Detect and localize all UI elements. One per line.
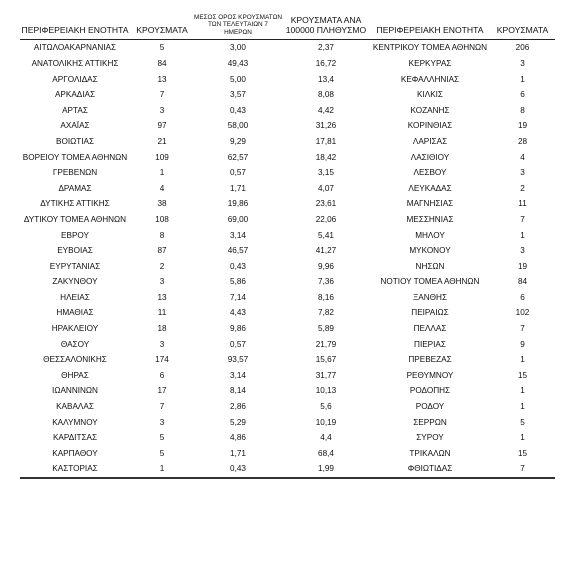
region2-cell: ΛΕΥΚΑΔΑΣ xyxy=(408,183,452,193)
per100k-cell: 1,99 xyxy=(282,461,370,478)
region-cell: ΑΡΓΟΛΙΔΑΣ xyxy=(52,74,98,84)
table-header xyxy=(20,14,555,40)
region2-cell: ΜΑΓΝΗΣΙΑΣ xyxy=(406,199,454,209)
region2-cell: ΚΟΖΑΝΗΣ xyxy=(410,105,450,115)
region2-cell: ΛΑΣΙΘΙΟΥ xyxy=(410,152,450,162)
table-row xyxy=(20,446,555,462)
cases-cell: 38 xyxy=(157,199,167,209)
per100k-cell: 5,89 xyxy=(318,324,334,334)
cases-cell: 87 xyxy=(157,246,167,256)
avg7-cell: 58,00 xyxy=(227,121,249,131)
avg7-cell: 3,14 xyxy=(230,370,246,380)
table-row xyxy=(20,383,555,399)
cases2-cell: 3 xyxy=(520,58,525,68)
cases-cell: 17 xyxy=(157,386,167,396)
avg7-cell: 0,43 xyxy=(194,461,282,478)
cases-cell: 3 xyxy=(159,277,165,287)
avg7-cell: 46,57 xyxy=(227,246,249,256)
avg7-cell: 3,14 xyxy=(230,230,246,240)
per100k-cell: 17,81 xyxy=(315,136,337,146)
cases-cell: 84 xyxy=(157,58,167,68)
cases-table xyxy=(20,14,555,479)
region2-cell: ΠΕΙΡΑΙΩΣ xyxy=(411,308,449,318)
cases2-cell: 7 xyxy=(520,324,525,334)
cases2-cell: 1 xyxy=(520,386,525,396)
avg7-cell: 9,29 xyxy=(230,136,246,146)
region2-cell: ΤΡΙΚΑΛΩΝ xyxy=(409,448,451,458)
avg7-cell: 1,71 xyxy=(230,448,246,458)
table-row xyxy=(20,196,555,212)
table-row xyxy=(20,243,555,259)
cases2-cell: 9 xyxy=(520,339,525,349)
cases-cell: 18 xyxy=(157,324,167,334)
region2-cell: ΣΥΡΟΥ xyxy=(416,433,444,443)
per100k-cell: 4,4 xyxy=(320,433,332,443)
table-row xyxy=(20,87,555,103)
per100k-cell: 18,42 xyxy=(315,152,337,162)
avg7-cell: 93,57 xyxy=(227,355,249,365)
avg7-cell: 0,43 xyxy=(230,105,246,115)
table-row xyxy=(20,321,555,337)
table-row xyxy=(20,414,555,430)
region-cell: ΘΕΣΣΑΛΟΝΙΚΗΣ xyxy=(43,355,107,365)
region2-cell: ΠΙΕΡΙΑΣ xyxy=(414,339,446,349)
cases2-cell: 4 xyxy=(520,152,525,162)
cases-cell: 6 xyxy=(159,370,165,380)
table-row xyxy=(20,227,555,243)
region-cell: ΑΡΤΑΣ xyxy=(62,105,88,115)
per100k-cell: 2,37 xyxy=(318,43,334,53)
avg7-cell: 3,57 xyxy=(230,90,246,100)
header-per100k: ΚΡΟΥΣΜΑΤΑ ΑΝΑ 100000 ΠΛΗΘΥΣΜΟ xyxy=(282,14,370,40)
per100k-cell: 7,82 xyxy=(318,308,334,318)
per100k-cell: 13,4 xyxy=(318,74,334,84)
avg7-cell: 19,86 xyxy=(227,199,249,209)
region-cell: ΒΟΡΕΙΟΥ ΤΟΜΕΑ ΑΘΗΝΩΝ xyxy=(22,152,128,162)
cases2-cell: 2 xyxy=(520,183,525,193)
region2-cell: ΠΡΕΒΕΖΑΣ xyxy=(408,355,452,365)
cases2-cell: 84 xyxy=(517,277,528,287)
per100k-cell: 10,13 xyxy=(315,386,337,396)
cases2-cell: 1 xyxy=(520,402,525,412)
per100k-cell: 23,61 xyxy=(315,199,337,209)
per100k-cell: 3,15 xyxy=(318,168,334,178)
table-row xyxy=(20,165,555,181)
per100k-cell: 22,06 xyxy=(315,214,337,224)
region-cell: ΚΑΣΤΟΡΙΑΣ xyxy=(20,461,130,478)
region-cell: ΑΡΚΑΔΙΑΣ xyxy=(54,90,96,100)
region2-cell: ΡΟΔΟΥ xyxy=(415,402,445,412)
avg7-cell: 1,71 xyxy=(230,183,246,193)
per100k-cell: 5,41 xyxy=(318,230,334,240)
cases2-cell: 19 xyxy=(517,121,528,131)
region-cell: ΚΑΡΔΙΤΣΑΣ xyxy=(52,433,98,443)
cases2-cell: 8 xyxy=(520,105,525,115)
cases-cell: 108 xyxy=(155,214,169,224)
region-cell: ΒΟΙΩΤΙΑΣ xyxy=(55,136,95,146)
cases-cell: 109 xyxy=(155,152,169,162)
region-cell: ΘΑΣΟΥ xyxy=(60,339,90,349)
cases-cell: 1 xyxy=(159,168,165,178)
region-cell: ΗΜΑΘΙΑΣ xyxy=(56,308,94,318)
cases-cell: 3 xyxy=(159,417,165,427)
cases-cell: 5 xyxy=(159,433,165,443)
region2-cell: ΠΕΛΛΑΣ xyxy=(413,324,447,334)
region-cell: ΕΒΡΟΥ xyxy=(61,230,89,240)
cases-cell: 5 xyxy=(159,448,165,458)
cases-cell: 13 xyxy=(157,74,167,84)
region-cell: ΚΑΡΠΑΘΟΥ xyxy=(52,448,98,458)
region-cell: ΔΥΤΙΚΗΣ ΑΤΤΙΚΗΣ xyxy=(40,199,110,209)
table-row xyxy=(20,102,555,118)
cases-cell: 8 xyxy=(159,230,165,240)
header-cases: ΚΡΟΥΣΜΑΤΑ xyxy=(130,14,194,40)
per100k-cell: 7,36 xyxy=(318,277,334,287)
table-row xyxy=(20,399,555,415)
cases2-cell: 5 xyxy=(520,417,525,427)
per100k-cell: 10,19 xyxy=(315,417,337,427)
header-region-2: ΠΕΡΙΦΕΡΕΙΑΚΗ ΕΝΟΤΗΤΑ xyxy=(370,14,490,40)
table-row xyxy=(20,258,555,274)
cases-cell: 3 xyxy=(159,339,165,349)
table-row xyxy=(20,134,555,150)
region2-cell: ΚΟΡΙΝΘΙΑΣ xyxy=(407,121,453,131)
header-cases-2: ΚΡΟΥΣΜΑΤΑ xyxy=(490,14,555,40)
avg7-cell: 69,00 xyxy=(227,214,249,224)
table-row xyxy=(20,149,555,165)
per100k-cell: 9,96 xyxy=(318,261,334,271)
cases-cell: 7 xyxy=(159,90,165,100)
cases2-cell: 6 xyxy=(520,90,525,100)
region-cell: ΔΥΤΙΚΟΥ ΤΟΜΕΑ ΑΘΗΝΩΝ xyxy=(23,214,127,224)
avg7-cell: 2,86 xyxy=(230,402,246,412)
header-avg7: ΜΕΣΟΣ ΟΡΟΣ ΚΡΟΥΣΜΑΤΩΝ ΤΩΝ ΤΕΛΕΥΤΑΙΩΝ 7 ΗΜΕΡΩΝ xyxy=(194,14,282,40)
avg7-cell: 9,86 xyxy=(230,324,246,334)
table-row xyxy=(20,352,555,368)
cases2-cell: 28 xyxy=(517,136,528,146)
region2-cell: ΜΗΛΟΥ xyxy=(415,230,445,240)
per100k-cell: 68,4 xyxy=(318,448,334,458)
cases2-cell: 1 xyxy=(520,230,525,240)
region2-cell: ΦΘΙΩΤΙΔΑΣ xyxy=(370,461,490,478)
region-cell: ΑΝΑΤΟΛΙΚΗΣ ΑΤΤΙΚΗΣ xyxy=(31,58,119,68)
cases-cell: 5 xyxy=(159,43,165,53)
region2-cell: ΜΥΚΟΝΟΥ xyxy=(409,246,451,256)
cases-cell: 13 xyxy=(157,292,167,302)
cases-cell: 2 xyxy=(159,261,165,271)
per100k-cell: 5,6 xyxy=(320,402,332,412)
avg7-cell: 0,43 xyxy=(230,261,246,271)
table-row xyxy=(20,305,555,321)
avg7-cell: 0,57 xyxy=(230,168,246,178)
cases2-cell: 7 xyxy=(490,461,555,478)
region2-cell: ΚΕΦΑΛΛΗΝΙΑΣ xyxy=(400,74,460,84)
region-cell: ΕΥΡΥΤΑΝΙΑΣ xyxy=(49,261,101,271)
per100k-cell: 4,42 xyxy=(318,105,334,115)
table-row xyxy=(20,430,555,446)
region-cell: ΑΙΤΩΛΟΑΚΑΡΝΑΝΙΑΣ xyxy=(33,43,117,53)
per100k-cell: 15,67 xyxy=(315,355,337,365)
region-cell: ΖΑΚΥΝΘΟΥ xyxy=(52,277,98,287)
cases2-cell: 206 xyxy=(515,43,530,53)
region-cell: ΓΡΕΒΕΝΩΝ xyxy=(52,168,98,178)
region2-cell: ΝΗΣΩΝ xyxy=(415,261,445,271)
table-row xyxy=(20,40,555,56)
per100k-cell: 16,72 xyxy=(315,58,337,68)
cases-cell: 97 xyxy=(157,121,167,131)
avg7-cell: 4,43 xyxy=(230,308,246,318)
region2-cell: ΛΑΡΙΣΑΣ xyxy=(412,136,448,146)
region2-cell: ΝΟΤΙΟΥ ΤΟΜΕΑ ΑΘΗΝΩΝ xyxy=(380,277,480,287)
region-cell: ΘΗΡΑΣ xyxy=(61,370,89,380)
cases-cell: 4 xyxy=(159,183,165,193)
cases2-cell: 1 xyxy=(520,74,525,84)
cases2-cell: 1 xyxy=(520,433,525,443)
table-row xyxy=(20,180,555,196)
cases-cell: 11 xyxy=(157,308,167,318)
avg7-cell: 3,00 xyxy=(230,43,246,53)
header-region: ΠΕΡΙΦΕΡΕΙΑΚΗ ΕΝΟΤΗΤΑ xyxy=(20,14,130,40)
avg7-cell: 0,57 xyxy=(230,339,246,349)
region2-cell: ΡΟΔΟΠΗΣ xyxy=(409,386,451,396)
region-cell: ΗΛΕΙΑΣ xyxy=(60,292,90,302)
table-row xyxy=(20,212,555,228)
cases2-cell: 6 xyxy=(520,292,525,302)
cases2-cell: 102 xyxy=(515,308,530,318)
region2-cell: ΚΙΛΚΙΣ xyxy=(416,90,443,100)
cases2-cell: 15 xyxy=(517,448,528,458)
cases2-cell: 7 xyxy=(520,214,525,224)
avg7-cell: 8,14 xyxy=(230,386,246,396)
region-cell: ΗΡΑΚΛΕΙΟΥ xyxy=(51,324,99,334)
cases-cell: 174 xyxy=(155,355,169,365)
avg7-cell: 5,00 xyxy=(230,74,246,84)
per100k-cell: 31,77 xyxy=(315,370,337,380)
per100k-cell: 8,16 xyxy=(318,292,334,302)
region-cell: ΑΧΑΪΑΣ xyxy=(60,121,90,131)
avg7-cell: 5,86 xyxy=(230,277,246,287)
per100k-cell: 31,26 xyxy=(315,121,337,131)
region-cell: ΚΑΛΥΜΝΟΥ xyxy=(52,417,98,427)
cases-cell: 1 xyxy=(130,461,194,478)
cases-cell: 21 xyxy=(157,136,167,146)
table-body xyxy=(20,40,555,478)
region2-cell: ΛΕΣΒΟΥ xyxy=(413,168,447,178)
cases2-cell: 15 xyxy=(517,370,528,380)
region-cell: ΚΑΒΑΛΑΣ xyxy=(56,402,94,412)
avg7-cell: 49,43 xyxy=(227,58,249,68)
region-cell: ΕΥΒΟΙΑΣ xyxy=(57,246,93,256)
avg7-cell: 7,14 xyxy=(230,292,246,302)
cases2-cell: 1 xyxy=(520,355,525,365)
region-cell: ΙΩΑΝΝΙΝΩΝ xyxy=(52,386,98,396)
avg7-cell: 5,29 xyxy=(230,417,246,427)
region2-cell: ΣΕΡΡΩΝ xyxy=(413,417,447,427)
per100k-cell: 8,08 xyxy=(318,90,334,100)
cases-cell: 3 xyxy=(159,105,165,115)
region2-cell: ΜΕΣΣΗΝΙΑΣ xyxy=(406,214,454,224)
header-row xyxy=(20,14,555,40)
cases-cell: 7 xyxy=(159,402,165,412)
table-row xyxy=(20,461,555,478)
cases2-cell: 3 xyxy=(520,246,525,256)
avg7-cell: 62,57 xyxy=(227,152,249,162)
region2-cell: ΚΕΡΚΥΡΑΣ xyxy=(408,58,452,68)
cases2-cell: 3 xyxy=(520,168,525,178)
table-row xyxy=(20,274,555,290)
region-cell: ΔΡΑΜΑΣ xyxy=(58,183,92,193)
region2-cell: ΞΑΝΘΗΣ xyxy=(412,292,448,302)
region2-cell: ΚΕΝΤΡΙΚΟΥ ΤΟΜΕΑ ΑΘΗΝΩΝ xyxy=(372,43,488,53)
table-row xyxy=(20,56,555,72)
table-row xyxy=(20,71,555,87)
table-row xyxy=(20,290,555,306)
table-row xyxy=(20,336,555,352)
table-row xyxy=(20,368,555,384)
table-row xyxy=(20,118,555,134)
per100k-cell: 41,27 xyxy=(315,246,337,256)
avg7-cell: 4,86 xyxy=(230,433,246,443)
per100k-cell: 21,79 xyxy=(315,339,337,349)
per100k-cell: 4,07 xyxy=(318,183,334,193)
cases2-cell: 11 xyxy=(518,199,527,209)
cases2-cell: 19 xyxy=(517,261,528,271)
region2-cell: ΡΕΘΥΜΝΟΥ xyxy=(406,370,454,380)
